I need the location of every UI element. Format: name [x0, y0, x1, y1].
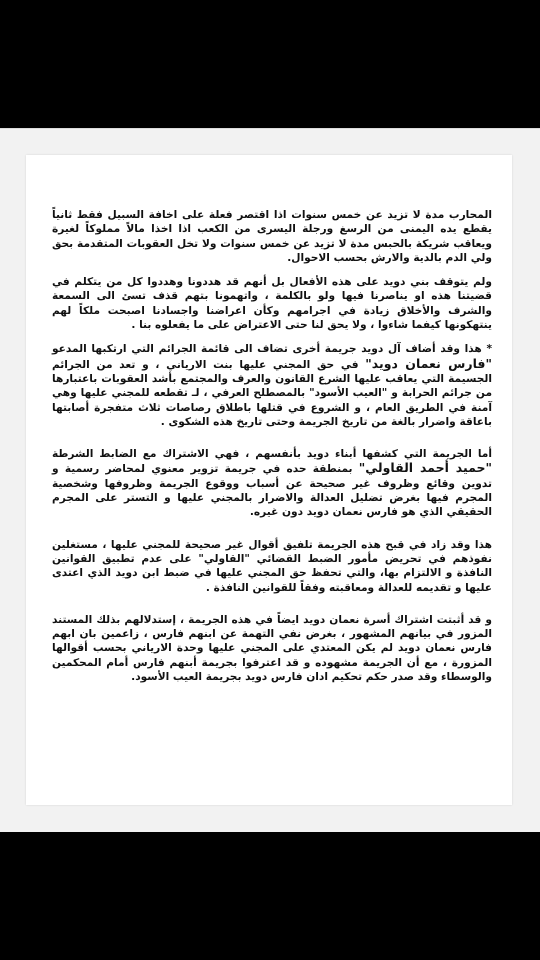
bottom-black-area: [0, 832, 540, 960]
paragraph-4: [52, 447, 492, 519]
paragraph-text: * هذا وقد أضاف آل دويد جريمة أخرى تضاف الى قائمة الجرائم التي ارتكبها المدعو: [52, 343, 492, 356]
document-body: [52, 208, 492, 694]
paragraph-5: [52, 538, 492, 595]
paragraph-6: [52, 613, 492, 684]
paragraph-text: في حق المجني عليها بنت الارياني ، و تعد من الجرائم الجسيمة التي يعاقب عليها الشرع القانون والعرف والمجتمع بأشد العقوبات باعتبارها من جرائم الحرابة و "العيب الأسود" بالمصطلح العرفي ، لـ تقطعه للمجني عليها وهي آمنة في الطريق العام ، و الشروع في قتلها باطلاق رصاصات ثلاث متفجرة أصابتها باعاقة واضرار بالغة من تاريخ الجريمة وحتى تاريخ هذه الشكوى .: [52, 358, 492, 428]
paragraph-text: بمنطقة حده في جريمة تزوير معنوي لمحاضر رسمية و تدوين وقائع وظروف غير صحيحة عن أسباب ووقوع الجريمة وظروفها وشخصية المجرم فيها بغرض تضليل العدالة والاضرار بالمجني عليها و التستر على المجرم الحقيقي الذي هو فارس نعمان دويد دون غيره.: [52, 463, 492, 519]
paragraph-text: ولم يتوقف بني دويد على هذه الأفعال بل أنهم قد هددونا وهددوا كل من يتكلم في قضيتنا هذه او يناصرنا فيها ولو بالكلمة ، واتهمونا بتهم قذف تسئ الى السمعة والشرف والأخلاق زيادة في اجرامهم وكأن اعراضنا واجسادنا اصبحت ملكاً لهم ينتهكونها كيفما شاءوا ، ولا يحق لنا حتى الاعتراض على ما يفعلوه بنا .: [52, 276, 492, 332]
paragraph-2: [52, 275, 492, 332]
paragraph-text: أما الجريمة التي كشفها أبناء دويد بأنفسهم ، فهي الاشتراك مع الضابط الشرطة: [52, 448, 492, 461]
paragraph-text: و قد أثبتت اشتراك أسرة نعمان دويد ايضاً في هذه الجريمة ، إستدلالهم بذلك المستند المزور في بيانهم المشهور ، بغرض نفي التهمة عن ابنهم فارس ، زاعمين بان ابهم فارس نعمان دويد لم يكن المعتدي على المجني عليها وحدة الارياني بحسب أقوالها المزورة ، مع أن الجريمة مشهوده و قد اعترفوا بجريمة أبنهم فارس أمام المحكمين والوسطاء وقد صدر حكم تحكيم ادان فارس دويد بجريمة العيب الأسود.: [52, 613, 492, 684]
paragraph-text: المحارب مدة لا تزيد عن خمس سنوات اذا اقتصر فعلة على اخافة السبيل فقط ثانياً يقطع يده اليمنى من الرسغ ورجلة اليسرى من الكعب اذا اخذا مالاً مملوكاً لغيرة ويعاقب شريكة بالحبس مدة لا تزيد عن خمس سنوات ولا تخل العقوبات المتقدمة بحق ولي الدم بالدية والارش بحسب الاحوال.: [52, 209, 492, 264]
officer-name: "حميد أحمد القاولي": [358, 460, 492, 476]
paragraph-3: [52, 342, 492, 429]
paragraph-1: [52, 208, 492, 265]
paragraph-text: هذا وقد زاد في قبح هذه الجريمة تلفيق أقوال غير صحيحة للمجني عليها ، مستغلين نفوذهم في تحريض مأمور الضبط القضائي "القاولي" على عدم تطبيق القوانين النافذة و الالتزام بها، والتي تحفظ حق المجني عليها في ضبط ابن دويد الذي اعتدى عليها و تقديمه للعدالة ومعاقبته وفقاً للقوانين النافذة .: [52, 538, 492, 594]
top-black-area: [0, 0, 540, 128]
accused-name: "فارس نعمان دويد": [365, 355, 492, 371]
